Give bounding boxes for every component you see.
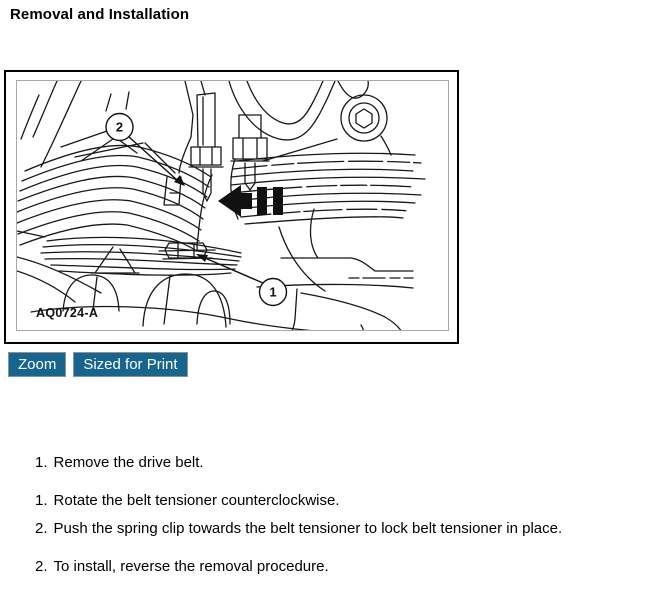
- step-item: [35, 553, 562, 581]
- procedure-steps: [35, 449, 562, 591]
- step-number: 1.: [35, 492, 48, 509]
- step-group-main-2: [35, 553, 562, 581]
- figure-frame: [4, 70, 459, 344]
- callout-1-number: 1: [269, 284, 277, 300]
- callout-1: [260, 279, 287, 306]
- sized-for-print-button[interactable]: Sized for Print: [73, 352, 187, 377]
- engine-outline: [17, 81, 425, 330]
- step-item: [35, 487, 562, 515]
- figure-toolbar: [8, 352, 188, 377]
- step-group-substeps: [35, 487, 562, 543]
- step-text: To install, reverse the removal procedure.: [53, 558, 329, 575]
- zoom-button[interactable]: Zoom: [8, 352, 66, 377]
- belt-tensioner-diagram: [17, 81, 448, 330]
- step-text: Rotate the belt tensioner counterclockwise.: [53, 492, 340, 509]
- step-text: Remove the drive belt.: [53, 454, 204, 471]
- step-item: [35, 449, 562, 477]
- page-title: Removal and Installation: [10, 6, 190, 23]
- step-number: 1.: [35, 454, 48, 471]
- step-number: 2.: [35, 558, 48, 575]
- figure-code: AQ0724-A: [36, 306, 99, 320]
- step-group-main-1: [35, 449, 562, 477]
- callout-2-number: 2: [115, 119, 124, 135]
- callout-2: [106, 114, 133, 141]
- step-text: Push the spring clip towards the belt tensioner to lock belt tensioner in place.: [53, 520, 563, 537]
- figure-illustration: [16, 80, 449, 331]
- step-number: 2.: [35, 520, 48, 537]
- step-item: [35, 515, 562, 543]
